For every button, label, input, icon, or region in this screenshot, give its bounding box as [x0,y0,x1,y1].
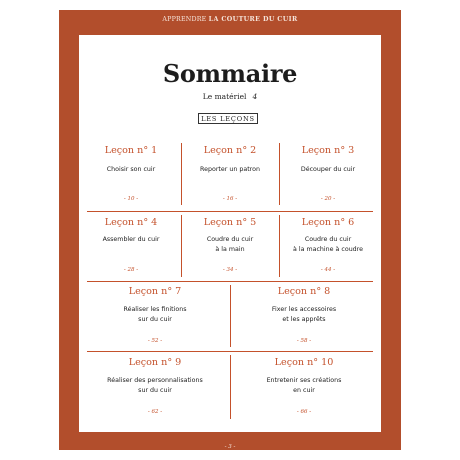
lesson-entry-3[interactable] [280,145,376,205]
lesson-name: Reporter un patron [200,166,260,173]
lesson-title: Leçon n° 1 [104,145,158,156]
lesson-page: - 44 - [320,267,336,273]
lesson-name: Entretenir ses créations en cuir [266,377,342,394]
header-prefix: APPRENDRE [162,16,207,23]
header-book-title: LA COUTURE DU CUIR [208,16,298,23]
lesson-name: Coudre du cuir à la machine à coudre [292,236,364,253]
lesson-entry-1[interactable] [83,145,179,205]
lesson-page: - 10 - [123,196,139,202]
lesson-page: - 52 - [147,338,163,344]
lesson-entry-5[interactable] [182,217,278,277]
grid-divider-vertical [279,143,280,205]
lesson-name: Réaliser des personnalisations sur du cuir [107,377,203,394]
lesson-name: Fixer les accessoires et les apprêts [271,306,337,323]
lesson-name: Réaliser les finitions sur du cuir [123,306,187,323]
lesson-entry-4[interactable] [83,217,179,277]
lesson-entry-8[interactable] [234,286,374,348]
lesson-title: Leçon n° 4 [104,217,158,228]
grid-divider-vertical [279,215,280,277]
lesson-title: Leçon n° 10 [274,357,334,368]
lesson-page: - 16 - [222,196,238,202]
lesson-page: - 34 - [222,267,238,273]
lesson-entry-2[interactable] [182,145,278,205]
lesson-page: - 58 - [296,338,312,344]
materiel-label: Le matériel [202,92,247,101]
lesson-name: Assembler du cuir [102,236,160,243]
contents-card [79,35,381,432]
book-page [59,10,401,450]
lesson-page: - 28 - [123,267,139,273]
lesson-entry-6[interactable] [280,217,376,277]
lesson-page: - 20 - [320,196,336,202]
lesson-page: - 62 - [147,409,163,415]
lesson-title: Leçon n° 9 [128,357,182,368]
materiel-page: 4 [252,92,258,101]
lesson-name: Choisir son cuir [106,166,156,173]
lesson-entry-9[interactable] [85,357,225,419]
lesson-title: Leçon n° 3 [301,145,355,156]
lesson-entry-10[interactable] [234,357,374,419]
lesson-page: - 66 - [296,409,312,415]
page-title: Sommaire [162,59,298,88]
grid-divider-horizontal [87,281,373,282]
lesson-title: Leçon n° 6 [301,217,355,228]
lesson-title: Leçon n° 8 [277,286,331,297]
grid-divider-vertical [181,143,182,205]
running-header [59,16,401,23]
grid-divider-vertical [181,215,182,277]
lessons-section-label: LES LEÇONS [198,113,258,124]
grid-divider-horizontal [87,211,373,212]
lesson-name: Découper du cuir [300,166,356,173]
grid-divider-horizontal [87,351,373,352]
page-number: - 3 - [224,444,236,450]
lesson-title: Leçon n° 5 [203,217,257,228]
lesson-title: Leçon n° 2 [203,145,257,156]
lesson-name: Coudre du cuir à la main [206,236,254,253]
lesson-entry-7[interactable] [85,286,225,348]
lesson-title: Leçon n° 7 [128,286,182,297]
grid-divider-vertical [230,285,231,347]
materiel-entry[interactable] [79,92,381,101]
grid-divider-vertical [230,355,231,419]
